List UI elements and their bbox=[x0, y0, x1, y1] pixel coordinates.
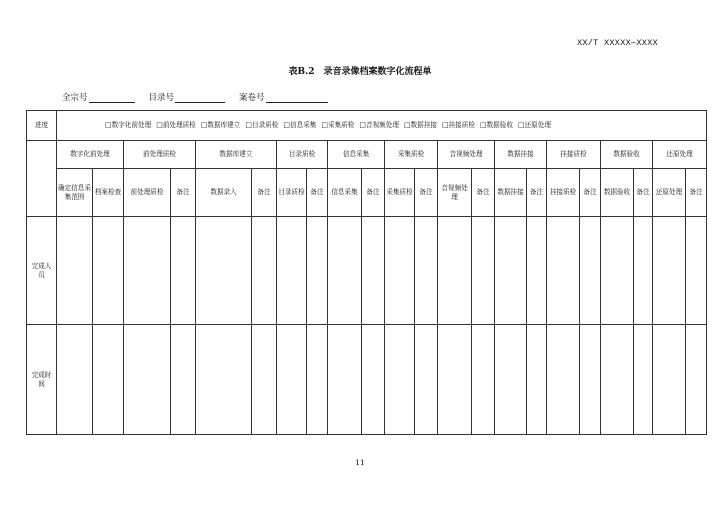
sub-column-header: 备注 bbox=[362, 169, 385, 217]
group-header: 数字化前处理 bbox=[57, 141, 124, 169]
entry-cell[interactable] bbox=[472, 217, 495, 325]
digitization-flow-table bbox=[26, 110, 707, 435]
entry-cell[interactable] bbox=[385, 217, 415, 325]
entry-cell[interactable] bbox=[634, 217, 653, 325]
sub-column-header: 备注 bbox=[634, 169, 653, 217]
sub-column-header: 备注 bbox=[415, 169, 438, 217]
fonds-number-blank[interactable] bbox=[89, 92, 135, 103]
file-number-field[interactable] bbox=[239, 91, 328, 103]
sub-header-row bbox=[27, 169, 707, 217]
entry-cell[interactable] bbox=[93, 217, 124, 325]
entry-cell[interactable] bbox=[252, 325, 277, 435]
entry-cell[interactable] bbox=[472, 325, 495, 435]
sub-column-header: 档案检查 bbox=[93, 169, 124, 217]
entry-cell[interactable] bbox=[547, 325, 580, 435]
completion-time-label: 完成时间 bbox=[27, 325, 57, 435]
progress-label: 进度 bbox=[27, 111, 57, 141]
entry-cell[interactable] bbox=[328, 325, 362, 435]
entry-cell[interactable] bbox=[362, 325, 385, 435]
group-header: 音视频处理 bbox=[438, 141, 495, 169]
entry-cell[interactable] bbox=[196, 217, 252, 325]
sub-column-header: 音视频处理 bbox=[438, 169, 472, 217]
entry-cell[interactable] bbox=[580, 217, 601, 325]
entry-cell[interactable] bbox=[307, 325, 328, 435]
entry-cell[interactable] bbox=[93, 325, 124, 435]
corner-cell bbox=[27, 141, 57, 217]
sub-column-header: 备注 bbox=[686, 169, 707, 217]
catalog-number-label: 目录号 bbox=[148, 93, 175, 103]
sub-column-header: 前处理质检 bbox=[124, 169, 171, 217]
entry-cell[interactable] bbox=[385, 325, 415, 435]
entry-cell[interactable] bbox=[438, 217, 472, 325]
group-header: 数据验收 bbox=[601, 141, 653, 169]
entry-cell[interactable] bbox=[601, 217, 634, 325]
archive-fields bbox=[62, 91, 328, 103]
sub-column-header: 数据录入 bbox=[196, 169, 252, 217]
entry-cell[interactable] bbox=[634, 325, 653, 435]
entry-cell[interactable] bbox=[171, 217, 196, 325]
entry-cell[interactable] bbox=[196, 325, 252, 435]
group-header: 目录质检 bbox=[277, 141, 328, 169]
entry-cell[interactable] bbox=[415, 325, 438, 435]
entry-cell[interactable] bbox=[57, 325, 93, 435]
entry-cell[interactable] bbox=[601, 325, 634, 435]
step-checkbox[interactable]: □ 采集质检 bbox=[321, 121, 354, 129]
entry-cell[interactable] bbox=[527, 325, 547, 435]
sub-column-header: 备注 bbox=[252, 169, 277, 217]
group-header: 数据库建立 bbox=[196, 141, 277, 169]
progress-row bbox=[27, 111, 707, 141]
entry-cell[interactable] bbox=[57, 217, 93, 325]
sub-column-header: 备注 bbox=[527, 169, 547, 217]
file-number-label: 案卷号 bbox=[239, 93, 265, 103]
standard-code: XX/T XXXXX—XXXX bbox=[576, 38, 658, 48]
group-header: 信息采集 bbox=[328, 141, 385, 169]
step-checkbox[interactable]: □ 数据验收 bbox=[480, 121, 513, 129]
step-checkbox[interactable]: □ 信息采集 bbox=[283, 121, 316, 129]
step-checkbox[interactable]: □ 目录质检 bbox=[245, 121, 278, 129]
sub-column-header: 备注 bbox=[580, 169, 601, 217]
page-number: 11 bbox=[355, 458, 365, 467]
entry-cell[interactable] bbox=[495, 217, 527, 325]
table-title: 表B.2 录音录像档案数字化流程单 bbox=[288, 67, 432, 77]
sub-column-header: 信息采集 bbox=[328, 169, 362, 217]
entry-cell[interactable] bbox=[277, 217, 307, 325]
group-header: 采集质检 bbox=[385, 141, 438, 169]
completion-time-row bbox=[27, 325, 707, 435]
completion-staff-label: 完成人员 bbox=[27, 217, 57, 325]
entry-cell[interactable] bbox=[307, 217, 328, 325]
catalog-number-blank[interactable] bbox=[175, 92, 225, 103]
fonds-number-field[interactable] bbox=[62, 91, 135, 103]
entry-cell[interactable] bbox=[495, 325, 527, 435]
sub-column-header: 目录质检 bbox=[277, 169, 307, 217]
entry-cell[interactable] bbox=[328, 217, 362, 325]
step-checkbox[interactable]: □ 数据挂接 bbox=[404, 121, 437, 129]
catalog-number-field[interactable] bbox=[149, 91, 226, 103]
group-header: 数据挂接 bbox=[495, 141, 547, 169]
entry-cell[interactable] bbox=[686, 217, 707, 325]
entry-cell[interactable] bbox=[362, 217, 385, 325]
step-checkbox[interactable]: □ 数字化前处理 bbox=[105, 121, 151, 129]
sub-column-header: 挂接质检 bbox=[547, 169, 580, 217]
sub-column-header: 备注 bbox=[171, 169, 196, 217]
entry-cell[interactable] bbox=[415, 217, 438, 325]
file-number-blank[interactable] bbox=[266, 92, 328, 103]
step-checkbox[interactable]: □ 还原处理 bbox=[518, 121, 551, 129]
entry-cell[interactable] bbox=[171, 325, 196, 435]
entry-cell[interactable] bbox=[527, 217, 547, 325]
step-checkbox[interactable]: □ 前处理质检 bbox=[156, 121, 196, 129]
group-header: 还原处理 bbox=[653, 141, 707, 169]
entry-cell[interactable] bbox=[580, 325, 601, 435]
entry-cell[interactable] bbox=[653, 325, 686, 435]
step-checkbox[interactable]: □ 数据库建立 bbox=[201, 121, 241, 129]
entry-cell[interactable] bbox=[686, 325, 707, 435]
group-header: 前处理质检 bbox=[124, 141, 196, 169]
progress-steps bbox=[57, 111, 707, 141]
entry-cell[interactable] bbox=[547, 217, 580, 325]
entry-cell[interactable] bbox=[653, 217, 686, 325]
entry-cell[interactable] bbox=[252, 217, 277, 325]
entry-cell[interactable] bbox=[124, 217, 171, 325]
sub-column-header: 数据挂接 bbox=[495, 169, 527, 217]
sub-column-header: 备注 bbox=[307, 169, 328, 217]
entry-cell[interactable] bbox=[124, 325, 171, 435]
sub-column-header: 备注 bbox=[472, 169, 495, 217]
fonds-number-label: 全宗号 bbox=[62, 93, 88, 103]
sub-column-header: 还原处理 bbox=[653, 169, 686, 217]
group-header-row bbox=[27, 141, 707, 169]
completion-staff-row bbox=[27, 217, 707, 325]
sub-column-header: 采集质检 bbox=[385, 169, 415, 217]
entry-cell[interactable] bbox=[438, 325, 472, 435]
group-header: 挂接质检 bbox=[547, 141, 601, 169]
sub-column-header: 数据验收 bbox=[601, 169, 634, 217]
step-checkbox[interactable]: □ 挂接质检 bbox=[442, 121, 475, 129]
step-checkbox[interactable]: □ 音视频处理 bbox=[359, 121, 399, 129]
entry-cell[interactable] bbox=[277, 325, 307, 435]
sub-column-header: 确定信息采集范围 bbox=[57, 169, 93, 217]
